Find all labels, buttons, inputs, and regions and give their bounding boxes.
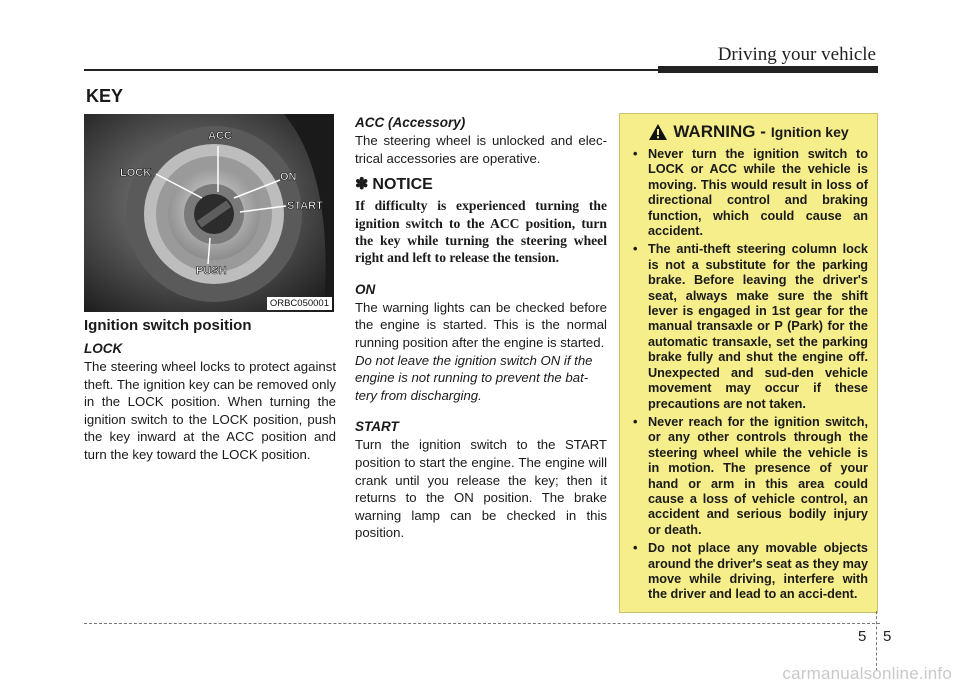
notice-asterisk-icon: ✽ (355, 176, 369, 194)
footer-vertical-divider (876, 611, 877, 671)
label-start: START (287, 200, 323, 212)
column-left (84, 316, 336, 464)
section-title: KEY (86, 86, 124, 106)
acc-text: The steering wheel is unlocked and elec-trical accessories are operative. (355, 133, 607, 166)
ignition-photo (84, 114, 334, 312)
label-on: ON (280, 171, 297, 183)
warning-item: • Never turn the ignition switch to LOCK or ACC while the vehicle is moving. This would result in loss of directional control and braking function, which could cause an accident. (629, 147, 868, 239)
page-number-chapter: 5 (858, 628, 867, 645)
acc-title: ACC (Accessory) (355, 115, 466, 130)
footer-divider (84, 623, 880, 624)
header-title: Driving your vehicle (717, 44, 876, 65)
photo-code: ORBC050001 (267, 297, 332, 310)
notice-text: If difficulty is experienced turning the ignition switch to the ACC position, turn the key while turning the steering wheel right and left to release the tension. (355, 198, 607, 266)
warning-box (619, 113, 878, 613)
ignition-switch-heading: Ignition switch position (84, 317, 252, 334)
label-lock: LOCK (120, 167, 152, 179)
start-title: START (355, 419, 399, 435)
warning-subtitle: Ignition key (770, 124, 849, 140)
notice-heading (355, 175, 607, 195)
lock-text: The steering wheel locks to protect against theft. The ignition key can be removed only in the LOCK position. When turning the ignition switch to the LOCK position, push the key inward at the ACC position and turn the key toward the LOCK position. (84, 359, 336, 462)
warning-triangle-icon (648, 123, 668, 141)
header-rule (84, 69, 660, 71)
warning-list (629, 147, 868, 603)
lock-title: LOCK (84, 341, 123, 356)
start-text: Turn the ignition switch to the START position to start the engine. The engine will crank until you release the key; then it returns to the ON position. The brake warning lamp can be checked in this position. (355, 437, 607, 541)
on-italic-note: Do not leave the ignition switch ON if the engine is not running to prevent the bat-tery from discharging. (355, 352, 593, 403)
page-number: 5 (883, 628, 892, 645)
warning-item: • Do not place any movable objects around the driver's seat as they may move while driving, interfere with the driver and lead to an acci-dent. (629, 541, 868, 603)
on-text: The warning lights can be checked before the engine is started. This is the normal running position after the engine is started. (355, 299, 607, 350)
watermark: carmanualsonline.info (782, 664, 952, 683)
label-push: PUSH (196, 265, 227, 277)
warning-title: WARNING - (673, 122, 766, 141)
warning-header (629, 122, 868, 142)
warning-item: • Never reach for the ignition switch, or any other controls through the steering wheel while the vehicle is in motion. The presence of your hand or arm in this area could cause a loss of vehicle control, an accident and serious bodily injury or death. (629, 415, 868, 538)
notice-title: NOTICE (372, 176, 433, 194)
on-title: ON (355, 281, 376, 297)
label-acc: ACC (208, 130, 232, 142)
header-rule-accent (658, 66, 878, 73)
warning-item: • The anti-theft steering column lock is not a substitute for the parking brake. Before leaving the driver's seat, always make sure the shift lever is engaged in 1st gear for the manual transaxle or P (Park) for the automatic transaxle, set the parking brake fully and shut the engine off. Unexpected and sud-den vehicle movement may occur if these precautions are not taken. (629, 242, 868, 411)
column-middle (355, 110, 607, 542)
